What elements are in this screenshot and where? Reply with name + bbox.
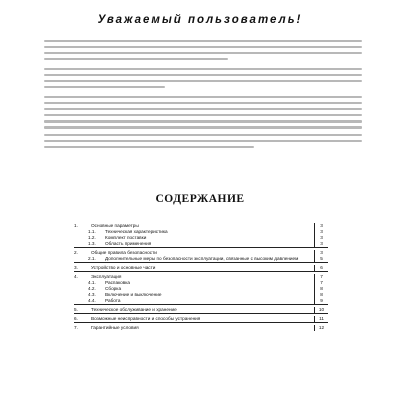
toc-entry-title: Распаковка bbox=[105, 280, 131, 285]
toc-entry-title: Общие правила безопасности bbox=[91, 250, 157, 255]
intro-paragraph-1 bbox=[44, 40, 362, 64]
toc-entry bbox=[74, 256, 328, 263]
toc-entry-number: 1.1. bbox=[88, 229, 96, 234]
toc-entry-number: 7. bbox=[74, 325, 78, 330]
table-of-contents bbox=[74, 223, 328, 331]
toc-entry-number: 5. bbox=[74, 307, 78, 312]
toc-entry-page: 9 bbox=[314, 298, 328, 304]
toc-entry-title: Техническая характеристика bbox=[105, 229, 168, 234]
toc-entry-page: 3 bbox=[314, 229, 328, 235]
toc-entry-page: 3 bbox=[314, 235, 328, 241]
toc-entry-title: Комплект поставки bbox=[105, 235, 147, 240]
toc-entry-page: 8 bbox=[314, 286, 328, 292]
toc-entry bbox=[74, 307, 328, 314]
intro-paragraph-3 bbox=[44, 96, 362, 132]
toc-entry-title: Гарантийные условия bbox=[91, 325, 139, 330]
toc-entry-page: 12 bbox=[314, 325, 328, 331]
toc-entry-title: Включение и выключение bbox=[105, 292, 162, 297]
toc-heading: СОДЕРЖАНИЕ bbox=[155, 193, 245, 205]
toc-entry-number: 2. bbox=[74, 250, 78, 255]
toc-entry-number: 4.3. bbox=[88, 292, 96, 297]
toc-entry-page: 3 bbox=[314, 250, 328, 256]
intro-paragraph-2 bbox=[44, 68, 362, 92]
toc-entry-number: 1.2. bbox=[88, 235, 96, 240]
toc-entry-number: 3. bbox=[74, 265, 78, 270]
toc-entry-page: 3 bbox=[314, 241, 328, 247]
toc-entry bbox=[74, 298, 328, 305]
toc-entry-page: 7 bbox=[314, 280, 328, 286]
toc-entry-number: 4.1. bbox=[88, 280, 96, 285]
toc-entry-title: Устройство и основные части bbox=[91, 265, 156, 270]
toc-entry bbox=[74, 316, 328, 323]
toc-entry-page: 3 bbox=[314, 223, 328, 229]
toc-entry-page: 11 bbox=[314, 316, 328, 322]
toc-entry-page: 8 bbox=[314, 292, 328, 298]
toc-entry-number: 1.3. bbox=[88, 241, 96, 246]
toc-entry bbox=[74, 265, 328, 272]
toc-entry-title: Эксплуатация bbox=[91, 274, 122, 279]
toc-entry-title: Возможные неисправности и способы устранения bbox=[91, 316, 201, 321]
toc-entry-number: 1. bbox=[74, 223, 78, 228]
toc-entry-title: Основные параметры bbox=[91, 223, 139, 228]
toc-entry-title: Дополнительные меры по безопасности эксплуатации, связанные с высоким давлением bbox=[105, 256, 299, 261]
toc-entry-page: 5 bbox=[314, 256, 328, 262]
toc-entry bbox=[74, 325, 328, 331]
toc-entry-number: 6. bbox=[74, 316, 78, 321]
toc-entry-title: Область применения bbox=[105, 241, 152, 246]
greeting-heading: Уважаемый пользователь! bbox=[97, 14, 303, 26]
toc-entry-number: 4.4. bbox=[88, 298, 96, 303]
toc-entry-page: 10 bbox=[314, 307, 328, 313]
toc-entry-title: Сборка bbox=[105, 286, 122, 291]
toc-entry bbox=[74, 241, 328, 248]
toc-entry-page: 7 bbox=[314, 274, 328, 280]
toc-entry-title: Техническое обслуживание и хранение bbox=[91, 307, 177, 312]
intro-paragraph-4 bbox=[44, 134, 362, 152]
toc-entry-page: 6 bbox=[314, 265, 328, 271]
toc-entry-number: 2.1. bbox=[88, 256, 96, 261]
toc-entry-title: Работа bbox=[105, 298, 121, 303]
toc-entry-number: 4. bbox=[74, 274, 78, 279]
toc-entry-number: 4.2. bbox=[88, 286, 96, 291]
